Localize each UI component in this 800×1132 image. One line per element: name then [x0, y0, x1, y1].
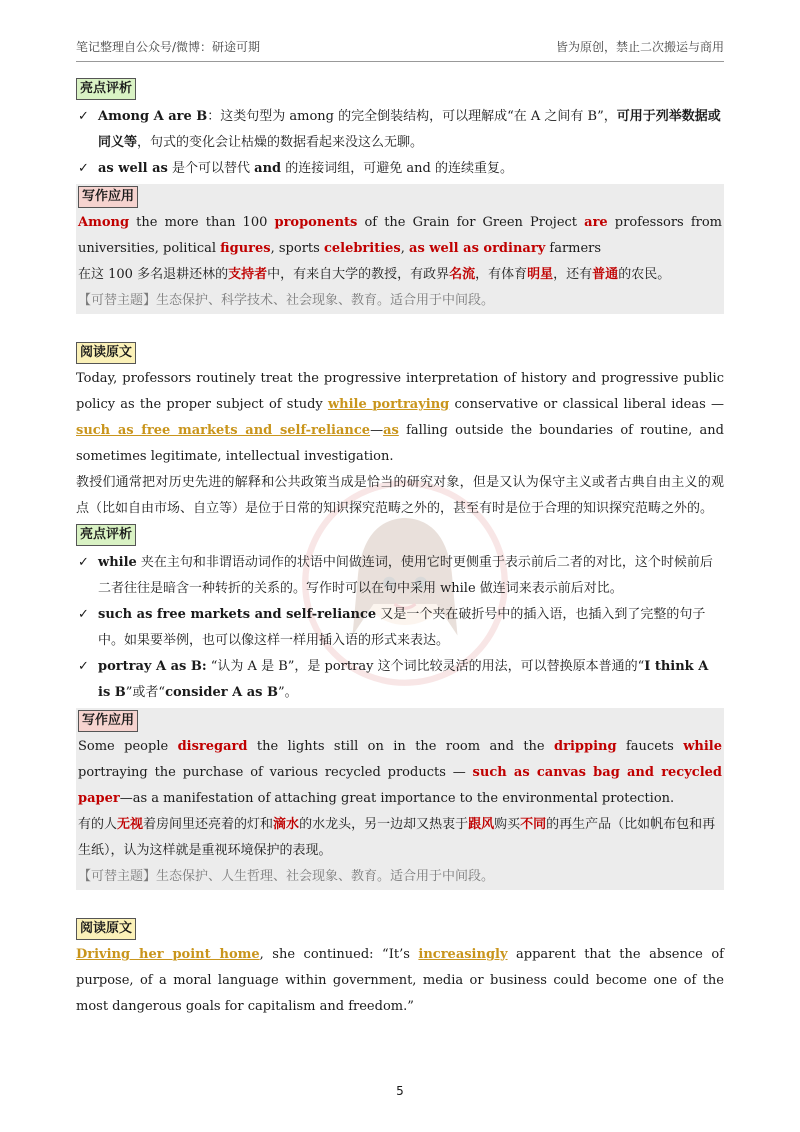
- label-reading: 阅读原文: [76, 342, 136, 364]
- page-number: 5: [396, 1084, 404, 1098]
- check-icon: ✓: [78, 607, 89, 622]
- check-icon: ✓: [78, 555, 89, 570]
- header-right: 皆为原创，禁止二次搬运与商用: [555, 40, 724, 54]
- reading-section-3: [76, 916, 724, 1020]
- writing-english-1: Among the more than 100 proponents of the Grain for Green Project are professors from universities, political figures, sports celebrities, as well as ordinary farmers: [78, 215, 723, 256]
- alt-theme-1: 【可替主题】生态保护、科学技术、社会现象、教育。适合用于中间段。: [78, 293, 495, 308]
- highlight-section-1: [76, 76, 724, 182]
- page-header: [76, 38, 724, 62]
- header-left: 笔记整理自公众号/微博：研途可期: [76, 40, 261, 54]
- list-item: ✓ such as free markets and self-reliance 又是一个夹在破折号中的插入语，也插入到了完整的句子中。如果要举例，也可以像这样一样用插入语的形式来表达。: [76, 602, 724, 654]
- list-item: ✓ while 夹在主句和非谓语动词作的状语中间做连词，使用它时更侧重于表示前后二者的对比，这个时候前后二者往往是暗含一种转折的关系的。写作时可以在句中采用 while 做连词来表示前后对比。: [76, 550, 724, 602]
- original-text-3: Driving her point home, she continued: “It’s increasingly apparent that the absence of purpose, of a moral language within government, media or business could become one of the most dangerous goals for capitalism and freedom.”: [76, 947, 724, 1014]
- check-icon: ✓: [78, 109, 89, 124]
- alt-theme-2: 【可替主题】生态保护、人生哲理、社会现象、教育。适合用于中间段。: [78, 869, 495, 884]
- writing-english-2: Some people disregard the lights still on in the room and the dripping faucets while portraying the purchase of various recycled products — such as canvas bag and recycled paper—as a manifestation of attaching great importance to the environmental protection.: [78, 739, 722, 806]
- label-highlight: 亮点评析: [76, 524, 136, 546]
- label-reading: 阅读原文: [76, 918, 136, 940]
- highlight-section-2: [76, 522, 724, 706]
- list-item: ✓ Among A are B：这类句型为 among 的完全倒装结构，可以理解成“在 A 之间有 B”，可用于列举数据或同义等，句式的变化会让枯燥的数据看起来没这么无聊。: [76, 104, 724, 156]
- highlight-list-1: [76, 104, 724, 182]
- writing-chinese-2: 有的人无视着房间里还亮着的灯和滴水的水龙头，另一边却又热衷于跟风购买不同的再生产品（比如帆布包和再生纸），认为这样就是重视环境保护的表现。: [78, 817, 716, 858]
- writing-chinese-1: 在这 100 多名退耕还林的支持者中，有来自大学的教授，有政界名流，有体育明星，还有普通的农民。: [78, 267, 671, 282]
- translation-2: 教授们通常把对历史先进的解释和公共政策当成是恰当的研究对象，但是又认为保守主义或者古典自由主义的观点（比如自由市场、自立等）是位于日常的知识探究范畴之外的，甚至有时是位于合理的知识探究范畴之外的。: [76, 475, 724, 516]
- highlight-list-2: [76, 550, 724, 706]
- writing-section-1: [76, 184, 724, 314]
- original-text-2: Today, professors routinely treat the progressive interpretation of history and progressive public policy as the proper subject of study while portraying conservative or classical liberal ideas —such as free markets and self-reliance—as falling outside the boundaries of routine, and sometimes legitimate, intellectual investigation.: [76, 371, 724, 464]
- label-writing: 写作应用: [78, 710, 138, 732]
- reading-section-2: [76, 340, 724, 522]
- label-writing: 写作应用: [78, 186, 138, 208]
- check-icon: ✓: [78, 161, 89, 176]
- writing-section-2: [76, 708, 724, 890]
- label-highlight: 亮点评析: [76, 78, 136, 100]
- page-content: [76, 76, 724, 1020]
- list-item: ✓ portray A as B: “认为 A 是 B”，是 portray 这个词比较灵活的用法，可以替换原本普通的“I think A is B”或者“consider A as B”。: [76, 654, 724, 706]
- check-icon: ✓: [78, 659, 89, 674]
- list-item: ✓ as well as 是个可以替代 and 的连接词组，可避免 and 的连续重复。: [76, 156, 724, 182]
